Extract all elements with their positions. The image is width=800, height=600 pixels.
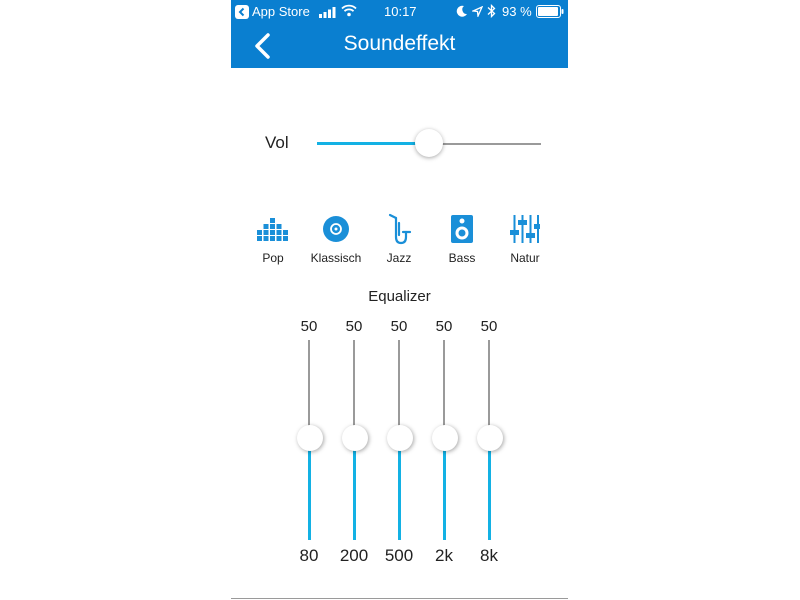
moon-icon — [456, 5, 468, 20]
eq-band-frequency: 200 — [339, 546, 369, 565]
preset-pop[interactable] — [241, 212, 305, 265]
eq-thumb[interactable] — [387, 425, 413, 451]
eq-band-8k — [467, 318, 511, 568]
eq-fill — [443, 450, 446, 540]
nav-bar — [231, 24, 568, 68]
volume-fill — [317, 142, 429, 145]
preset-klassisch[interactable] — [304, 212, 368, 265]
eq-band-frequency: 8k — [480, 546, 498, 565]
eq-fill — [398, 450, 401, 540]
eq-thumb[interactable] — [432, 425, 458, 451]
eq-band-2k — [422, 318, 466, 568]
preset-label: Jazz — [386, 251, 412, 265]
volume-thumb[interactable] — [415, 129, 443, 157]
saxophone-icon — [386, 213, 412, 245]
eq-band-frequency: 2k — [435, 546, 453, 565]
preset-bass[interactable] — [430, 212, 494, 265]
eq-band-frequency: 80 — [299, 546, 319, 565]
eq-fill — [308, 450, 311, 540]
clock: 10:17 — [384, 4, 417, 19]
preset-label: Bass — [448, 251, 476, 265]
phone-screen — [231, 0, 568, 600]
eq-band-200 — [332, 318, 376, 568]
eq-band-value: 50 — [390, 318, 408, 335]
eq-fill — [353, 450, 356, 540]
back-to-app-icon[interactable] — [235, 5, 249, 22]
eq-band-80 — [287, 318, 331, 568]
volume-slider[interactable] — [317, 128, 541, 158]
eq-band-value: 50 — [345, 318, 363, 335]
eq-band-value: 50 — [480, 318, 498, 335]
status-bar — [231, 0, 568, 24]
eq-thumb[interactable] — [477, 425, 503, 451]
volume-label: Vol — [265, 133, 289, 152]
equalizer-title: Equalizer — [368, 288, 431, 305]
bluetooth-icon — [487, 4, 496, 21]
speaker-icon — [450, 214, 474, 244]
eq-thumb[interactable] — [342, 425, 368, 451]
eq-band-value: 50 — [300, 318, 318, 335]
divider — [231, 598, 568, 599]
eq-band-frequency: 500 — [384, 546, 414, 565]
wifi-icon — [341, 4, 357, 20]
preset-label: Klassisch — [310, 251, 362, 265]
eq-fill — [488, 450, 491, 540]
back-app-label[interactable]: App Store — [252, 4, 310, 19]
battery-percent: 93 % — [502, 4, 532, 19]
preset-natur[interactable] — [493, 212, 557, 265]
preset-jazz[interactable] — [367, 212, 431, 265]
eq-band-500 — [377, 318, 421, 568]
preset-label: Natur — [510, 251, 540, 265]
eq-thumb[interactable] — [297, 425, 323, 451]
preset-label: Pop — [262, 251, 284, 265]
equalizer-bars-icon — [257, 216, 289, 242]
disc-icon — [322, 215, 350, 243]
battery-icon — [536, 5, 564, 21]
location-arrow-icon — [472, 5, 483, 20]
page-title: Soundeffekt — [343, 32, 456, 55]
signal-icon — [319, 6, 337, 21]
mixer-sliders-icon — [510, 215, 540, 243]
eq-band-value: 50 — [435, 318, 453, 335]
